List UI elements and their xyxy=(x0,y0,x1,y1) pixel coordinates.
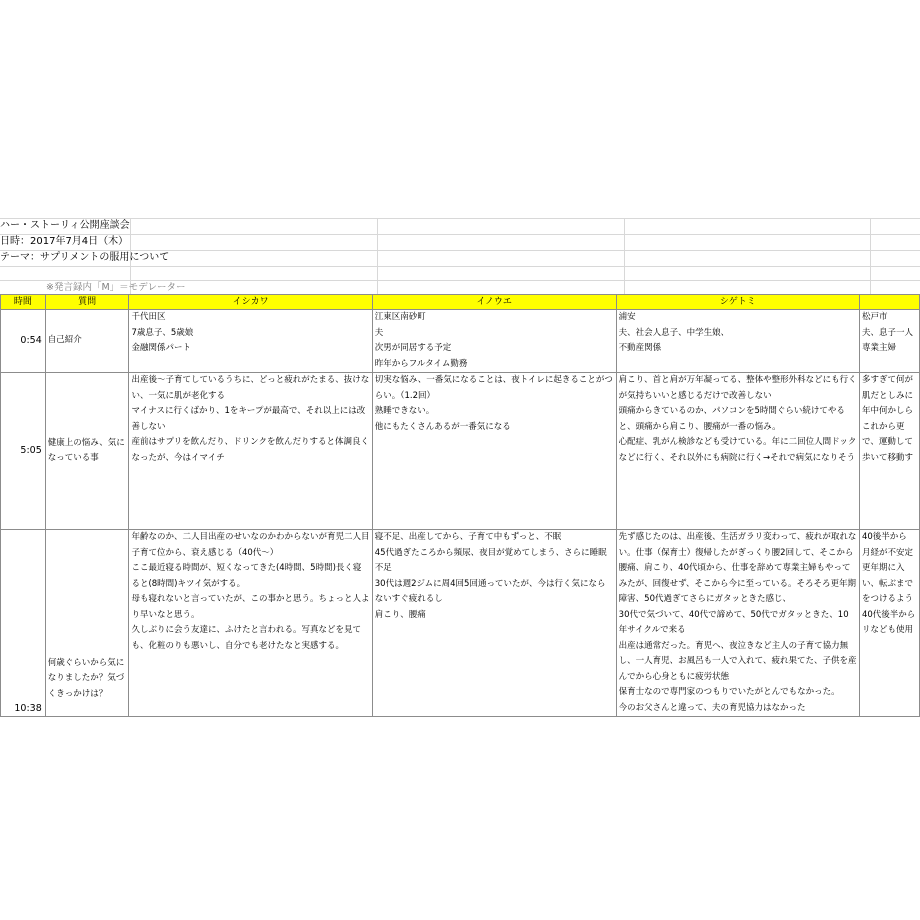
answer-line: 心配症、乳がん検診なども受けている。年に二回位人間ドックなどに行く、それ以外にも病院に行く→それで病気になりそう xyxy=(618,437,857,463)
table-row xyxy=(1,530,920,717)
answer-cell xyxy=(372,373,616,530)
answer-line: 切実な悩み、一番気になることは、夜トイレに起きることがつらい。（1.2回） xyxy=(374,375,613,401)
question-cell: 健康上の悩み、気になっている事 xyxy=(45,373,129,530)
answer-line: ここ最近寝る時間が、短くなってきた(4時間、5時間)長く寝ると(8時間)キツイ気がする。 xyxy=(131,563,362,589)
grid-line xyxy=(870,218,871,294)
answer-cell xyxy=(129,310,372,373)
answer-line: 先ず感じたのは、出産後、生活ガラリ変わって、疲れが取れない。仕事（保育士）復帰したがぎっくり腰2回して、そこから腰痛、肩こり、40代頃から、仕事を辞めて専業主婦もやってみたが、回復せず、そこから今に至っている。そろそろ更年期障害、50代過ぎてさらにガタッときた感じ、 xyxy=(618,532,857,604)
answer-line: 専業主婦 xyxy=(861,343,896,353)
answer-line: 出産後～子育てしているうちに、どっと疲れがたまる、抜けない、一気に肌が老化する xyxy=(131,375,370,401)
answer-line: 浦安 xyxy=(618,312,636,322)
answer-line: 多すぎて何が xyxy=(861,375,913,385)
answer-line: リなども使用 xyxy=(861,625,913,635)
answer-line: 母も寝れないと言っていたが、この事かと思う。ちょっと人より早いなと思う。 xyxy=(131,594,370,620)
answer-line: 年中何かしら xyxy=(861,406,913,416)
grid-line xyxy=(0,266,920,267)
answer-line: 千代田区 xyxy=(131,312,166,322)
event-theme: テーマ：サプリメントの服用について xyxy=(0,252,170,263)
col-header-ishikawa: イシカワ xyxy=(129,295,372,310)
answer-line: 熟睡できない。 xyxy=(374,406,435,416)
question-cell: 何歳ぐらいから気になりましたか？気づくきっかけは？ xyxy=(45,530,129,717)
answer-line: 金融関係パート xyxy=(131,343,191,353)
grid-line xyxy=(0,234,920,235)
answer-cell xyxy=(616,373,859,530)
answer-line: 月経が不安定 xyxy=(861,547,913,558)
answer-cell xyxy=(859,530,919,717)
answer-line: で、運動して xyxy=(861,437,913,447)
answer-cell xyxy=(372,310,616,373)
answer-cell xyxy=(616,530,859,717)
grid-line xyxy=(624,218,625,294)
time-cell: 10:38 xyxy=(1,530,46,717)
answer-line: 肩こり、首と肩が万年凝ってる、整体や整形外科などにも行くが気持ちいいと感じるだけで改善しない xyxy=(618,375,857,401)
col-header-time: 時間 xyxy=(1,295,46,310)
answer-cell xyxy=(129,373,372,530)
answer-cell xyxy=(859,310,919,373)
col-header-shigetomi: シゲトミ xyxy=(616,295,859,310)
col-header-participant-4 xyxy=(859,295,919,310)
event-date: 日時：2017年7月4日（木） xyxy=(0,236,129,247)
answer-line: 7歳息子、5歳娘 xyxy=(131,327,194,338)
time-cell: 5:05 xyxy=(1,373,46,530)
answer-line: 肩こり、腰痛 xyxy=(374,609,426,620)
time-cell: 0:54 xyxy=(1,310,46,373)
answer-line: をつけるよう xyxy=(861,594,913,604)
col-header-inoue: イノウエ xyxy=(372,295,616,310)
answer-line: 30代で気づいて、40代で諦めて、50代でガタッときた、10年サイクルで来る xyxy=(618,609,849,635)
table-row xyxy=(1,310,920,373)
header-row xyxy=(1,295,920,310)
answer-line: 産前はサプリを飲んだり、ドリンクを飲んだりすると体調良くなったが、今はイマイチ xyxy=(131,437,369,463)
transcript-table xyxy=(0,294,920,717)
grid-line xyxy=(0,218,920,219)
answer-line: 夫、息子一人 xyxy=(861,327,913,338)
answer-line: 他にもたくさんあるが一番気になる xyxy=(374,421,511,432)
answer-line: 次男が同居する予定 xyxy=(374,343,452,353)
answer-line: い、転ぶまで xyxy=(861,578,913,589)
answer-line: 頭痛からきているのか、パソコンを5時間ぐらい続けてやると、頭痛から肩こり、腰痛が一番の悩み。 xyxy=(618,406,845,432)
answer-line: 松戸市 xyxy=(861,312,888,322)
answer-line: 出産は通常だった。育児へ、夜泣きなど主人の子育て協力無し、一人育児、お風呂も一人で入れて、疲れ果てた、子供を産んでから心身ともに疲労状態 xyxy=(618,640,857,682)
answer-cell xyxy=(129,530,372,717)
answer-cell xyxy=(616,310,859,373)
table-row xyxy=(1,373,920,530)
col-header-question: 質問 xyxy=(45,295,129,310)
answer-line: 45代過ぎたころから頻尿、夜目が覚めてしまう、さらに睡眠不足 xyxy=(374,547,607,573)
answer-line: 保育士なので専門家のつもりでいたがとんでもなかった。 xyxy=(618,687,840,697)
answer-line: これから更 xyxy=(861,421,905,432)
moderator-note: ※発言録内「M」＝モデレーター xyxy=(46,282,186,293)
grid-line xyxy=(377,218,378,294)
answer-line: 夫、社会人息子、中学生娘、 xyxy=(618,327,730,338)
answer-line: 40後半から xyxy=(861,532,907,542)
answer-line: 不動産関係 xyxy=(618,343,662,353)
answer-line: 歩いて移動す xyxy=(861,452,913,463)
answer-line: 年齢なのか、二人目出産のせいなのかわからないが育児二人目子育て位から、衰え感じる（40代～） xyxy=(131,532,370,558)
answer-line: 40代後半から xyxy=(861,609,916,620)
answer-line: 今のお父さんと違って、夫の育児協力はなかった xyxy=(618,702,806,713)
answer-cell xyxy=(859,373,919,530)
answer-line: マイナスに行くばかり、1をキープが最高で、それ以上には改善しない xyxy=(131,406,366,432)
question-cell: 自己紹介 xyxy=(45,310,129,373)
answer-line: 江東区南砂町 xyxy=(374,312,426,322)
sheet-title: ハー・ストーリィ公開座談会 xyxy=(0,220,130,231)
answer-line: 肌だとしみに xyxy=(861,390,913,401)
answer-line: 寝不足、出産してから、子育て中もずっと、不眠 xyxy=(374,532,562,542)
answer-line: 久しぶりに会う友達に、ふけたと言われる。写真などを見ても、化粧のりも悪いし、自分でも老けたなと実感する。 xyxy=(131,625,361,651)
answer-line: 夫 xyxy=(374,327,384,338)
answer-line: 30代は週2ジムに周4回5回通っていたが、今は行く気にならないすぐ疲れるし xyxy=(374,578,606,604)
answer-cell xyxy=(372,530,616,717)
answer-line: 昨年からフルタイム勤務 xyxy=(374,358,468,369)
answer-line: 更年期に入 xyxy=(861,563,905,573)
